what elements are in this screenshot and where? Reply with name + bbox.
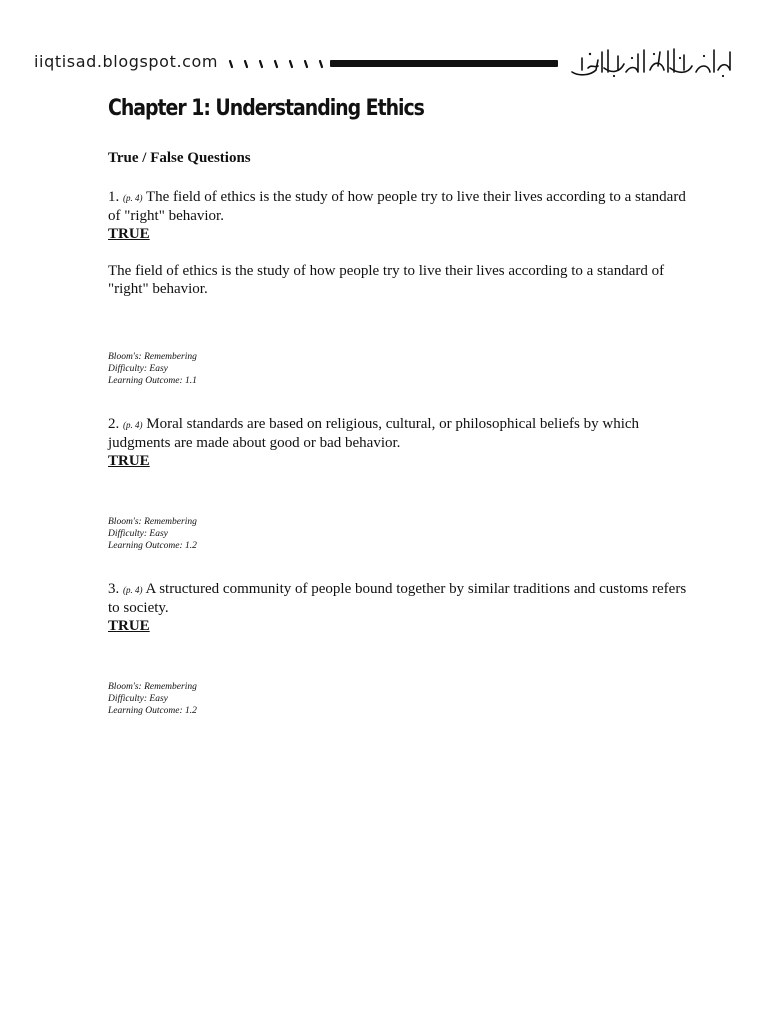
site-url: iiqtisad.blogspot.com <box>34 52 219 71</box>
answer-explanation: The field of ethics is the study of how people try to live their lives according to a standard of "right" behavior. <box>108 263 665 297</box>
question-number: 3. <box>108 581 120 597</box>
question-text <box>108 188 688 225</box>
learning-outcome: Learning Outcome: 1.1 <box>108 376 197 386</box>
question-statement: The field of ethics is the study of how people try to live their lives according to a standard of "right" behavior. <box>108 189 686 224</box>
question-answer: TRUE <box>108 453 150 469</box>
document-body <box>108 94 688 717</box>
difficulty-level: Difficulty: Easy <box>108 694 168 704</box>
page-reference: (p. 4) <box>123 420 143 430</box>
page-reference: (p. 4) <box>123 585 143 595</box>
question-metadata <box>108 351 688 387</box>
question-2 <box>108 415 688 552</box>
page-header <box>0 46 768 82</box>
chapter-title: Chapter 1: Understanding Ethics <box>108 96 424 121</box>
question-1 <box>108 188 688 387</box>
blooms-level: Bloom's: Remembering <box>108 352 197 362</box>
question-metadata <box>108 681 688 717</box>
question-3 <box>108 580 688 717</box>
difficulty-level: Difficulty: Easy <box>108 529 168 539</box>
question-statement: Moral standards are based on religious, cultural, or philosophical beliefs by which judgments are made about good or bad behavior. <box>108 416 640 451</box>
arabic-calligraphy-logo-icon <box>568 46 734 78</box>
page-reference: (p. 4) <box>123 193 143 203</box>
question-number: 1. <box>108 189 120 205</box>
difficulty-level: Difficulty: Easy <box>108 364 168 374</box>
question-metadata <box>108 516 688 552</box>
section-heading: True / False Questions <box>108 150 251 166</box>
blooms-level: Bloom's: Remembering <box>108 682 197 692</box>
question-answer: TRUE <box>108 226 150 242</box>
header-rule <box>330 60 558 67</box>
header-dash-ornament <box>228 58 328 70</box>
question-number: 2. <box>108 416 120 432</box>
question-text <box>108 580 688 617</box>
learning-outcome: Learning Outcome: 1.2 <box>108 541 197 551</box>
question-statement: A structured community of people bound together by similar traditions and customs refers to society. <box>108 581 687 616</box>
question-text <box>108 415 688 452</box>
question-answer: TRUE <box>108 618 150 634</box>
blooms-level: Bloom's: Remembering <box>108 517 197 527</box>
learning-outcome: Learning Outcome: 1.2 <box>108 706 197 716</box>
